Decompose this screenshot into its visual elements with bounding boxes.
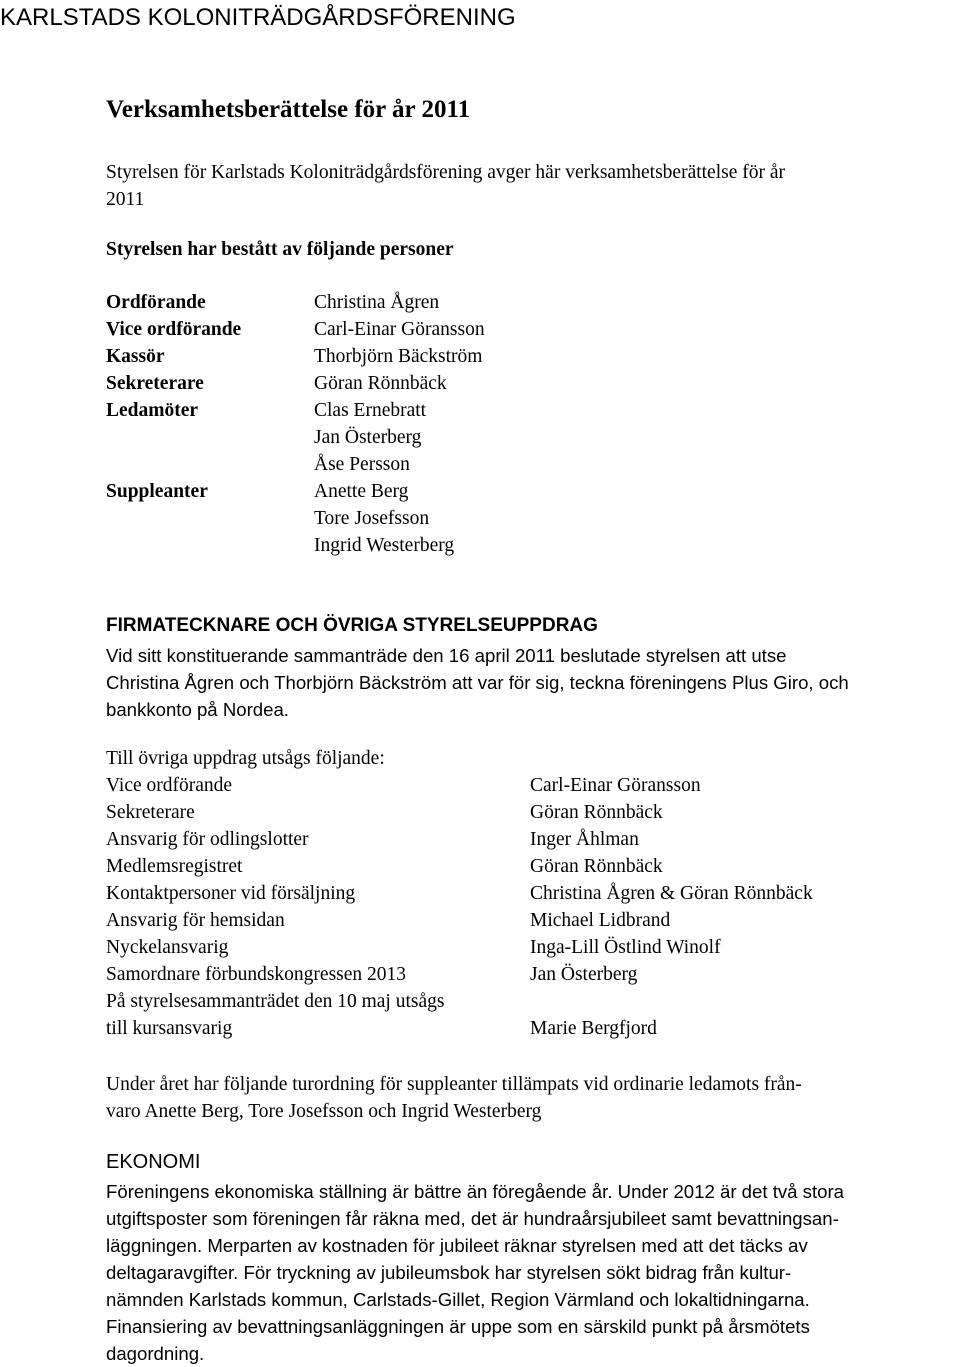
- task-label: Sekreterare: [106, 802, 195, 823]
- assignments-intro: Till övriga uppdrag utsågs följande:: [106, 748, 385, 769]
- task-label: Samordnare förbundskongressen 2013: [106, 964, 407, 985]
- task-label: till kursansvarig: [106, 1018, 233, 1039]
- paragraph-line: Christina Ågren och Thorbjörn Bäckström att var för sig, teckna föreningens Plus Giro, och: [106, 672, 849, 693]
- paragraph-line: nämnden Karlstads kommun, Carlstads-Gillet, Region Värmland och lokaltidningarna.: [106, 1289, 810, 1310]
- member-name: Göran Rönnbäck: [314, 373, 447, 394]
- assignee-name: Marie Bergfjord: [530, 1018, 657, 1039]
- member-name: Carl-Einar Göransson: [314, 319, 485, 340]
- signatories-paragraph: [106, 642, 960, 723]
- role-label: Suppleanter: [106, 481, 208, 502]
- organization-name: KARLSTADS KOLONITRÄDGÅRDSFÖRENING: [0, 4, 516, 31]
- assignee-name: Carl-Einar Göransson: [530, 775, 701, 796]
- member-name: Ingrid Westerberg: [314, 535, 455, 556]
- board-heading: Styrelsen har bestått av följande personer: [106, 239, 454, 260]
- assignee-name: Inga-Lill Östlind Winolf: [530, 937, 721, 958]
- assignee-name: Jan Österberg: [530, 964, 638, 985]
- role-label: Kassör: [106, 346, 165, 367]
- report-title: Verksamhetsberättelse för år 2011: [106, 96, 471, 123]
- task-label: Nyckelansvarig: [106, 937, 229, 958]
- assignee-name: Michael Lidbrand: [530, 910, 671, 931]
- task-label: Ansvarig för odlingslotter: [106, 829, 309, 850]
- signatories-heading: FIRMATECKNARE OCH ÖVRIGA STYRELSEUPPDRAG: [106, 615, 598, 636]
- paragraph-line: deltagaravgifter. För tryckning av jubileumsbok har styrelsen sökt bidrag från kultur-: [106, 1262, 792, 1283]
- assignee-name: Inger Åhlman: [530, 829, 639, 850]
- role-label: Ledamöter: [106, 400, 199, 421]
- task-label: Kontaktpersoner vid försäljning: [106, 883, 356, 904]
- role-label: Sekreterare: [106, 373, 204, 394]
- assignee-name: Christina Ågren & Göran Rönnbäck: [530, 883, 813, 904]
- paragraph-line: utgiftsposter som föreningen får räkna med, det är hundraårsjubileet samt bevattningsan-: [106, 1208, 839, 1229]
- task-label: På styrelsesammanträdet den 10 maj utsågs: [106, 991, 445, 1012]
- member-name: Christina Ågren: [314, 292, 440, 313]
- member-name: Clas Ernebratt: [314, 400, 427, 421]
- paragraph-line: Under året har följande turordning för suppleanter tillämpats vid ordinarie ledamots från-: [106, 1074, 802, 1095]
- intro-line: 2011: [106, 189, 145, 210]
- paragraph-line: Finansiering av bevattningsanläggningen är uppe som en särskild punkt på årsmötets: [106, 1316, 810, 1337]
- member-name: Anette Berg: [314, 481, 409, 502]
- task-label: Vice ordförande: [106, 775, 233, 796]
- member-name: Thorbjörn Bäckström: [314, 346, 483, 367]
- substitutes-paragraph: [106, 1071, 946, 1125]
- assignee-name: Göran Rönnbäck: [530, 856, 663, 877]
- assignee-name: Göran Rönnbäck: [530, 802, 663, 823]
- paragraph-line: läggningen. Merparten av kostnaden för jubileet räknar styrelsen med att det täcks av: [106, 1235, 808, 1256]
- member-name: Jan Österberg: [314, 427, 422, 448]
- paragraph-line: Föreningens ekonomiska ställning är bättre än föregående år. Under 2012 är det två stora: [106, 1181, 845, 1202]
- intro-paragraph: [106, 159, 926, 213]
- economy-heading: EKONOMI: [106, 1151, 201, 1173]
- paragraph-line: varo Anette Berg, Tore Josefsson och Ingrid Westerberg: [106, 1101, 542, 1122]
- member-name: Åse Persson: [314, 454, 410, 475]
- task-label: Ansvarig för hemsidan: [106, 910, 285, 931]
- task-label: Medlemsregistret: [106, 856, 243, 877]
- paragraph-line: dagordning.: [106, 1343, 205, 1364]
- paragraph-line: Vid sitt konstituerande sammanträde den 16 april 2011 beslutade styrelsen att utse: [106, 645, 787, 666]
- role-label: Vice ordförande: [106, 319, 242, 340]
- role-label: Ordförande: [106, 292, 206, 313]
- member-name: Tore Josefsson: [314, 508, 430, 529]
- economy-paragraph: [106, 1178, 960, 1367]
- intro-line: Styrelsen för Karlstads Koloniträdgårdsförening avger här verksamhetsberättelse för år: [106, 162, 786, 183]
- paragraph-line: bankkonto på Nordea.: [106, 699, 289, 720]
